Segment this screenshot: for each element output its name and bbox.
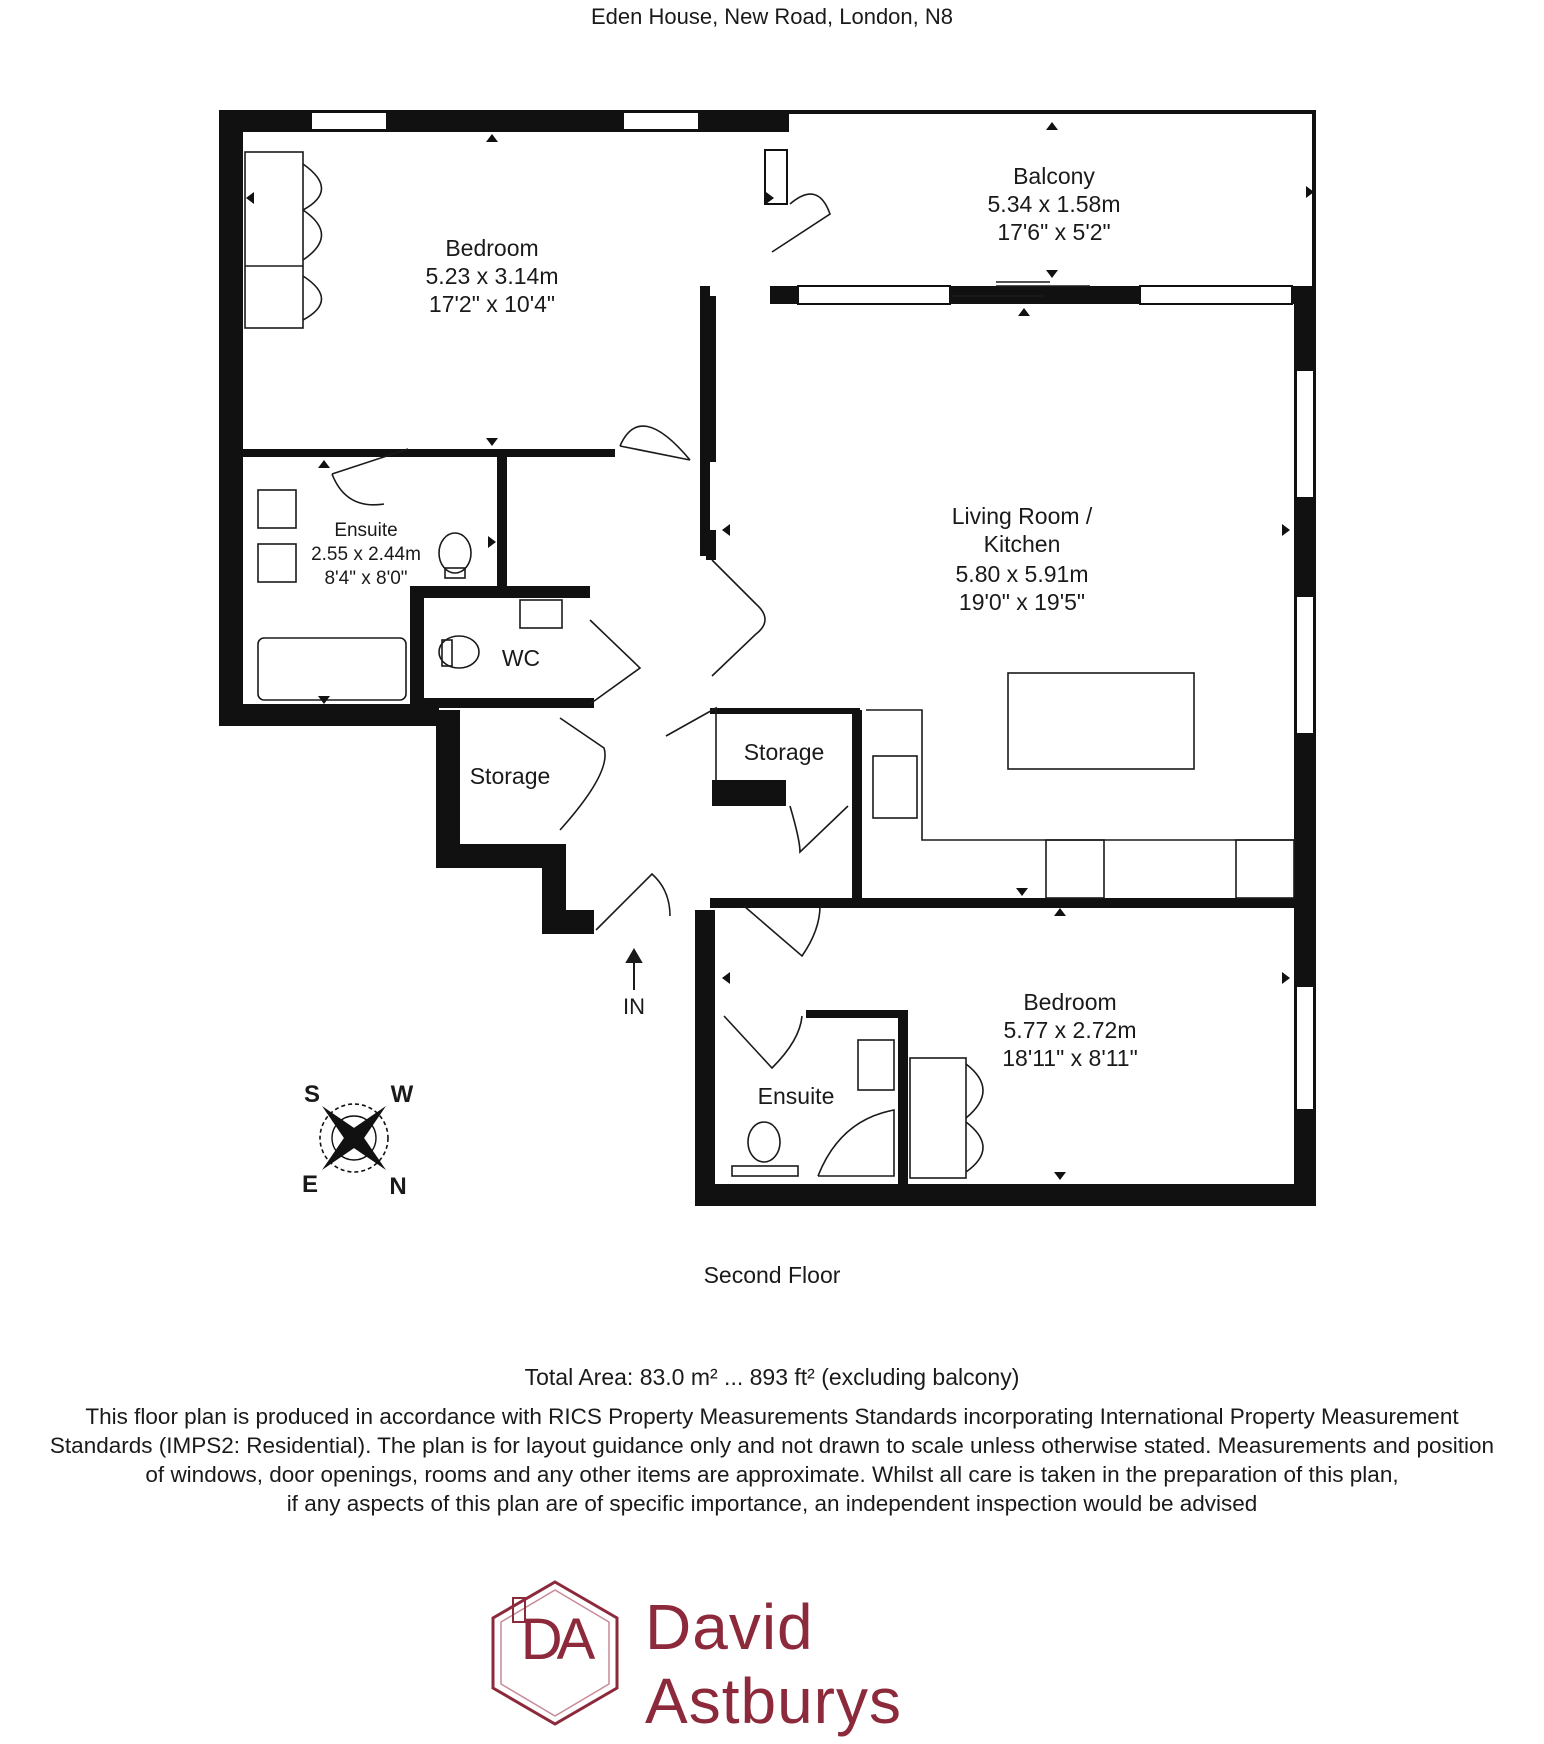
- living-imperial: 19'0" x 19'5": [958, 589, 1086, 615]
- living-metric: 5.80 x 5.91m: [955, 561, 1089, 587]
- brand-logo: [485, 1578, 1045, 1737]
- entrance-arrow: [627, 950, 641, 990]
- living-name-line2: Kitchen: [983, 531, 1061, 557]
- logo-mark-text: DA: [520, 1607, 590, 1672]
- walls: [219, 110, 1316, 1206]
- wc-name: WC: [501, 645, 541, 671]
- ensuite1-metric: 2.55 x 2.44m: [311, 544, 421, 565]
- compass-s: S: [303, 1081, 321, 1108]
- bedroom1-metric: 5.23 x 3.14m: [425, 263, 559, 289]
- bedroom2-imperial: 18'11" x 8'11": [1002, 1045, 1138, 1071]
- windows: [311, 112, 1314, 1110]
- floor-name: Second Floor: [703, 1262, 841, 1288]
- balcony-metric: 5.34 x 1.58m: [987, 191, 1121, 217]
- ensuite2-name: Ensuite: [757, 1083, 835, 1109]
- ensuite1-name: Ensuite: [334, 520, 398, 541]
- entrance-label: IN: [623, 994, 645, 1019]
- disclaimer-line: if any aspects of this plan are of specific importance, an independent inspection would be advised: [286, 1491, 1258, 1516]
- compass-e: E: [301, 1171, 319, 1198]
- total-area: Total Area: 83.0 m² ... 893 ft² (excluding balcony): [524, 1364, 1020, 1390]
- disclaimer: [0, 1402, 1544, 1518]
- bedroom2-metric: 5.77 x 2.72m: [1003, 1017, 1137, 1043]
- bedroom1-name: Bedroom: [445, 235, 539, 261]
- balcony-imperial: 17'6" x 5'2": [997, 219, 1111, 245]
- room-labels: [302, 163, 1138, 1200]
- bedroom2-name: Bedroom: [1023, 989, 1117, 1015]
- balcony-name: Balcony: [1013, 163, 1095, 189]
- brand-name: David Astburys: [645, 1591, 902, 1737]
- disclaimer-line: of windows, door openings, rooms and any other items are approximate. Whilst all care is taken in the preparation of this plan,: [145, 1462, 1399, 1487]
- storage1-name: Storage: [469, 763, 551, 789]
- disclaimer-line: Standards (IMPS2: Residential). The plan is for layout guidance only and not drawn to scale unless otherwise stated. Measurements and position: [49, 1433, 1495, 1458]
- compass-n: N: [389, 1173, 407, 1200]
- ensuite1-imperial: 8'4" x 8'0": [324, 568, 408, 589]
- bedroom1-imperial: 17'2" x 10'4": [428, 291, 556, 317]
- property-address: Eden House, New Road, London, N8: [590, 4, 953, 29]
- fixtures: [245, 152, 1296, 1178]
- disclaimer-line: This floor plan is produced in accordance with RICS Property Measurements Standards incorporating International Property Measurement: [85, 1404, 1459, 1429]
- compass-rose: [320, 1104, 388, 1172]
- living-name-line1: Living Room /: [951, 503, 1093, 529]
- storage2-name: Storage: [743, 739, 825, 765]
- compass-w: W: [390, 1081, 414, 1108]
